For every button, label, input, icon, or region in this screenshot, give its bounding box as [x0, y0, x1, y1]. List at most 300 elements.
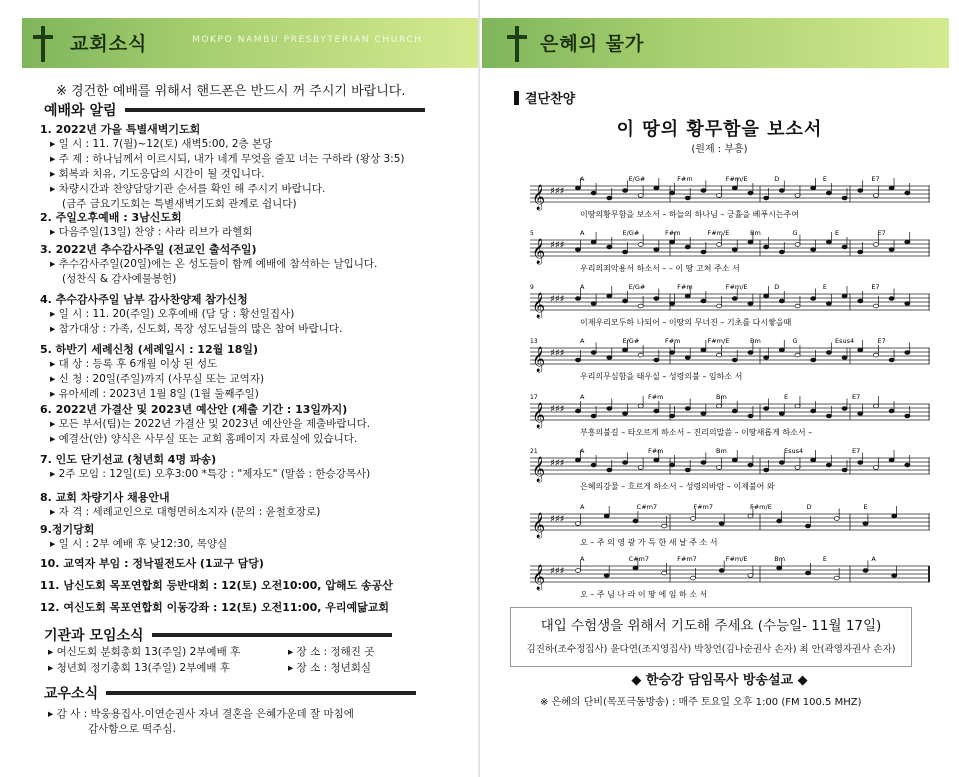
note-head — [717, 304, 722, 308]
key-signature-icon: ♯♯♯ — [550, 240, 565, 251]
chord-symbol: Bm — [774, 555, 786, 563]
note-head — [575, 522, 580, 526]
note-head — [748, 191, 753, 195]
treble-clef-icon: 𝄞 — [532, 403, 546, 428]
chord-symbol: F#m — [677, 283, 693, 291]
note-head — [811, 358, 816, 362]
music-staff — [530, 390, 930, 442]
song-title: 이 땅의 황무함을 보소서 — [616, 119, 823, 140]
chord-symbol: G — [792, 337, 798, 345]
note-head — [701, 189, 706, 193]
chord-symbol: A — [580, 229, 585, 237]
note-head — [719, 522, 724, 526]
note-head — [842, 468, 847, 472]
chord-symbol: F#m7 — [693, 503, 713, 511]
note-head — [701, 412, 706, 416]
note-head — [607, 245, 612, 249]
announcement-line: ▸ 차량시간과 찬양담당기관 순서를 확인 해 주시기 바랍니다. — [50, 183, 326, 195]
announcement-item — [40, 292, 470, 337]
note-head — [764, 468, 769, 472]
note-head — [622, 250, 627, 254]
note-head — [638, 466, 643, 470]
note-head — [701, 461, 706, 465]
note-head — [873, 466, 878, 470]
note-head — [575, 358, 580, 362]
cross-icon — [504, 26, 530, 62]
note-head — [607, 356, 612, 360]
note-head — [863, 569, 868, 573]
treble-clef-icon: 𝄞 — [532, 185, 546, 210]
note-head — [842, 356, 847, 360]
note-head — [826, 191, 831, 195]
chord-symbol: C#m7 — [628, 555, 650, 563]
chord-symbol: F#m/E — [725, 175, 748, 183]
music-staff — [530, 334, 930, 386]
chord-symbol: C#m7 — [636, 503, 658, 511]
chord-symbol: F#m — [648, 393, 664, 401]
announcement-line: (성찬식 & 감사예물봉헌) — [62, 273, 177, 285]
lyrics-line: 이땅의황무함을 보소서 – 하늘의 하나님 – 긍휼을 베푸시는주여 — [580, 210, 799, 219]
note-head — [638, 243, 643, 247]
note-head — [905, 240, 910, 244]
heading-bar — [514, 91, 519, 105]
note-head — [654, 409, 659, 413]
note-head — [654, 297, 659, 301]
note-head — [764, 196, 769, 200]
left-banner — [22, 18, 478, 68]
announcement-line: ▸ 추수감사주일(20일)에는 온 성도들이 함께 예배에 참석하는 날입니다. — [50, 258, 378, 270]
right-page — [480, 0, 959, 777]
note-head — [889, 458, 894, 462]
news-item: ▸ 감 사 : 박웅용집사.이연순권사 자녀 결혼을 은혜가운데 잘 마침에 감사함으로 떡주심. — [48, 708, 354, 735]
announcement-title: 5. 하반기 세례신청 (세례일시 : 12월 18일) — [40, 343, 259, 356]
announcement-title: 1. 2022년 가을 특별새벽기도회 — [40, 123, 201, 136]
note-head — [638, 353, 643, 357]
chord-symbol: E7 — [871, 283, 880, 291]
note-head — [654, 186, 659, 190]
chord-symbol: F#m/E — [707, 337, 730, 345]
note-head — [748, 463, 753, 467]
note-head — [685, 468, 690, 472]
announcement-item — [40, 242, 470, 287]
chord-symbol: A — [580, 175, 585, 183]
note-head — [905, 351, 910, 355]
announcement-title: 8. 교회 차량기사 채용안내 — [40, 491, 170, 504]
note-head — [795, 194, 800, 198]
note-head — [669, 463, 674, 467]
note-head — [826, 302, 831, 306]
note-head — [690, 517, 695, 521]
note-head — [654, 358, 659, 362]
announcement-line: ▸ 일 시 : 11. 20(주일) 오후예배 (담 당 : 황선일집사) — [50, 308, 295, 320]
divider — [125, 108, 425, 112]
note-head — [591, 302, 596, 306]
chord-symbol: E/G# — [628, 283, 646, 291]
chord-symbol: Esus4 — [835, 337, 855, 345]
note-head — [732, 458, 737, 462]
note-head — [892, 574, 897, 578]
note-head — [654, 248, 659, 252]
key-signature-icon: ♯♯♯ — [550, 458, 565, 469]
note-head — [764, 294, 769, 298]
note-head — [591, 240, 596, 244]
note-head — [717, 404, 722, 408]
chord-symbol: F#m — [665, 337, 681, 345]
prayer-request-box — [510, 607, 912, 667]
note-head — [834, 517, 839, 521]
note-head — [795, 466, 800, 470]
treble-clef-icon: 𝄞 — [532, 347, 546, 372]
chord-symbol: E — [822, 175, 827, 183]
note-head — [638, 304, 643, 308]
announcement-title: 4. 추수감사주일 남부 감사찬양제 참가신청 — [40, 293, 248, 306]
note-head — [732, 297, 737, 301]
note-head — [575, 569, 580, 573]
note-head — [690, 576, 695, 580]
note-head — [889, 409, 894, 413]
treble-clef-icon: 𝄞 — [532, 513, 546, 538]
note-head — [607, 468, 612, 472]
announcement-line: ▸ 회복과 치유, 기도응답의 시간이 될 것입니다. — [50, 168, 265, 180]
note-head — [779, 250, 784, 254]
note-head — [889, 248, 894, 252]
note-head — [842, 294, 847, 298]
chord-symbol: E7 — [877, 229, 886, 237]
note-head — [748, 414, 753, 418]
note-head — [748, 514, 753, 518]
note-head — [575, 458, 580, 462]
section-news-heading: 교우소식 — [44, 683, 416, 703]
key-signature-icon: ♯♯♯ — [550, 404, 565, 415]
group-row: ▸ 청년회 정기총회 13(주일) 2부예배 후 ▸ 장 소 : 청년회실 — [48, 662, 372, 674]
announcement-item — [40, 210, 470, 240]
section-groups-heading: 기관과 모임소식 — [44, 625, 392, 645]
prayer-request-text: 대입 수험생을 위해서 기도해 주세요 (수능일- 11월 17일) — [540, 618, 882, 634]
note-head — [732, 358, 737, 362]
note-head — [669, 191, 674, 195]
note-head — [717, 353, 722, 357]
measure-number: 21 — [530, 448, 538, 455]
note-head — [889, 358, 894, 362]
music-staff — [530, 444, 930, 496]
lyrics-line: 은혜의강물 – 흐르게 하소서 – 성령의바람 – 이제불어 와 — [580, 482, 775, 491]
right-banner — [482, 18, 949, 68]
chord-symbol: E7 — [871, 175, 880, 183]
divider — [152, 633, 392, 637]
announcement-title: 9.정기당회 — [40, 523, 95, 536]
broadcast-title: ◆ 한승강 담임목사 방송설교 ◆ — [631, 673, 808, 688]
note-head — [662, 571, 667, 575]
note-head — [889, 297, 894, 301]
note-head — [858, 412, 863, 416]
chord-symbol: F#m/E — [750, 503, 772, 511]
announcement-title: 2. 주일오후예배 : 3남신도회 — [40, 211, 182, 224]
announcement-line: ▸ 예결산(안) 양식은 사무실 또는 교회 홈페이지 자료실에 있습니다. — [50, 433, 358, 445]
measure-number: 13 — [530, 338, 538, 345]
chord-symbol: D — [774, 283, 780, 291]
key-signature-icon: ♯♯♯ — [550, 514, 565, 525]
chord-symbol: G — [792, 229, 798, 237]
note-head — [607, 294, 612, 298]
chord-symbol: F#m — [648, 447, 664, 455]
note-head — [575, 186, 580, 190]
note-head — [764, 407, 769, 411]
right-header-title: 은혜의 물가 — [540, 33, 645, 55]
chord-symbol: E — [822, 555, 827, 563]
note-head — [779, 189, 784, 193]
note-head — [748, 574, 753, 578]
note-head — [732, 248, 737, 252]
announcement-line: ▸ 모든 부서(팀)는 2022년 가결산 및 2023년 예산안을 제출바랍니다. — [50, 418, 371, 430]
treble-clef-icon: 𝄞 — [532, 457, 546, 482]
note-head — [858, 189, 863, 193]
key-signature-icon: ♯♯♯ — [550, 186, 565, 197]
note-head — [685, 196, 690, 200]
announcement-item — [40, 452, 470, 482]
music-staff — [530, 172, 930, 224]
measure-number: 9 — [530, 284, 534, 291]
note-head — [873, 404, 878, 408]
note-head — [748, 351, 753, 355]
chord-symbol: E/G# — [622, 337, 640, 345]
note-head — [669, 414, 674, 418]
announcement-title: 11. 남신도회 목포연합회 등반대회 : 12(토) 오전10:00, 압해도 송공산 — [40, 579, 393, 592]
chord-symbol: E — [863, 503, 868, 511]
note-head — [638, 194, 643, 198]
note-head — [805, 524, 810, 528]
note-head — [685, 356, 690, 360]
announcement-item — [40, 600, 470, 615]
lyrics-line: 부흥의불길 – 타오르게 하소서 – 진리의말씀 – 이땅새롭게 하소서 – — [580, 428, 813, 437]
note-head — [811, 409, 816, 413]
note-head — [669, 351, 674, 355]
note-head — [811, 186, 816, 190]
chord-symbol: F#m/E — [725, 283, 748, 291]
chord-symbol: A — [580, 555, 585, 563]
chord-symbol: E — [835, 229, 840, 237]
announcement-item — [40, 342, 470, 402]
note-head — [622, 348, 627, 352]
chord-symbol: A — [580, 283, 585, 291]
note-head — [701, 250, 706, 254]
note-head — [764, 245, 769, 249]
chord-symbol: Bm — [716, 393, 727, 401]
section-worship-heading: 예배와 알림 — [44, 100, 425, 120]
note-head — [826, 463, 831, 467]
note-head — [575, 297, 580, 301]
announcement-line: ▸ 2주 모임 : 12일(토) 오후3:00 *특강 : "제자도" (말씀 : 한승강목사) — [50, 468, 371, 480]
chord-symbol: A — [580, 503, 585, 511]
note-head — [834, 576, 839, 580]
note-head — [719, 569, 724, 573]
note-head — [701, 299, 706, 303]
announcement-item — [40, 402, 470, 447]
key-signature-icon: ♯♯♯ — [550, 294, 565, 305]
chord-symbol: E7 — [877, 337, 886, 345]
note-head — [591, 414, 596, 418]
announcement-line: ▸ 참가대상 : 가족, 신도회, 목장 성도님들의 많은 참여 바랍니다. — [50, 323, 343, 335]
announcement-title: 12. 여신도회 목포연합회 이동강좌 : 12(토) 오전11:00, 우리예닮교회 — [40, 601, 390, 614]
note-head — [842, 196, 847, 200]
note-head — [717, 466, 722, 470]
announcement-line: ▸ 유아세례 : 2023년 1월 8일 (1월 둘째주일) — [50, 388, 259, 400]
announcement-item — [40, 490, 470, 520]
note-head — [575, 248, 580, 252]
chord-symbol: F#m — [665, 229, 681, 237]
note-head — [685, 407, 690, 411]
measure-number: 17 — [530, 394, 538, 401]
note-head — [591, 463, 596, 467]
chord-symbol: A — [871, 555, 876, 563]
chord-symbol: Bm — [750, 337, 761, 345]
note-head — [905, 191, 910, 195]
note-head — [633, 519, 638, 523]
note-head — [732, 409, 737, 413]
phone-notice: ※ 경건한 예배를 위해서 핸드폰은 반드시 꺼 주시기 바랍니다. — [56, 84, 406, 99]
lyrics-line: 오 – 주 의 영 광 가 득 한 새 날 주 소 서 — [580, 538, 718, 547]
cross-icon — [30, 26, 56, 62]
chord-symbol: E7 — [852, 393, 861, 401]
note-head — [873, 243, 878, 247]
note-head — [826, 351, 831, 355]
note-head — [622, 189, 627, 193]
music-staff — [530, 552, 930, 604]
student-names: 김진하(조수정집사) 윤다연(조지영집사) 박창언(김나순권사 손자) 최 안(곽영자권사 손자) — [526, 644, 896, 655]
announcement-line: ▸ 대 상 : 등록 후 6개월 이상 된 성도 — [50, 358, 218, 370]
announcement-item — [40, 522, 470, 552]
chord-symbol: E — [822, 283, 827, 291]
note-head — [863, 522, 868, 526]
lyrics-line: 우리의무심함을 태우실 – 성령의불 – 임하소 서 — [580, 372, 743, 381]
chord-symbol: Bm — [750, 229, 761, 237]
note-head — [777, 519, 782, 523]
note-head — [779, 461, 784, 465]
note-head — [779, 412, 784, 416]
note-head — [607, 407, 612, 411]
announcement-title: 3. 2022년 추수감사주일 (전교인 출석주일) — [40, 243, 257, 256]
chord-symbol: Bm — [716, 447, 727, 455]
group-row: ▸ 여신도회 분회총회 13(주일) 2부예배 후 ▸ 장 소 : 정해진 곳 — [48, 646, 375, 658]
left-page — [0, 0, 478, 777]
note-head — [669, 240, 674, 244]
note-head — [717, 194, 722, 198]
note-head — [732, 186, 737, 190]
chord-symbol: D — [806, 503, 812, 511]
note-head — [777, 566, 782, 570]
note-head — [748, 302, 753, 306]
chord-symbol: F#m — [677, 175, 693, 183]
note-head — [717, 243, 722, 247]
treble-clef-icon: 𝄞 — [532, 293, 546, 318]
note-head — [873, 194, 878, 198]
key-signature-icon: ♯♯♯ — [550, 348, 565, 359]
note-head — [811, 248, 816, 252]
note-head — [842, 407, 847, 411]
announcement-line: ▸ 주 제 : 하나님께서 이르시되, 내가 네게 무엇을 줄꼬 너는 구하라 (왕상 3:5) — [50, 153, 405, 165]
announcement-line: (금주 금요기도회는 특별새벽기도회 관계로 쉽니다) — [62, 198, 297, 210]
announcement-line: ▸ 다음주일(13일) 찬양 : 사라 리브가 라헬회 — [50, 226, 253, 238]
note-head — [873, 304, 878, 308]
note-head — [662, 524, 667, 528]
note-head — [842, 245, 847, 249]
announcement-line: ▸ 신 청 : 20일(주일)까지 (사무실 또는 교역자) — [50, 373, 265, 385]
note-head — [889, 186, 894, 190]
note-head — [811, 458, 816, 462]
note-head — [858, 348, 863, 352]
note-head — [622, 461, 627, 465]
note-head — [607, 196, 612, 200]
note-head — [669, 302, 674, 306]
note-head — [795, 243, 800, 247]
chord-symbol: F#m/E — [707, 229, 730, 237]
chord-symbol: E — [784, 393, 789, 401]
broadcast-note: ※ 은혜의 단비(목포극동방송) : 매주 토요일 오후 1:00 (FM 100.5 MHZ) — [540, 697, 862, 708]
announcement-line: ▸ 일 시 : 11. 7(월)~12(토) 새벽5:00, 2층 본당 — [50, 138, 273, 150]
note-head — [805, 571, 810, 575]
chord-symbol: A — [580, 447, 585, 455]
note-head — [622, 299, 627, 303]
music-staff — [530, 500, 930, 552]
chord-symbol: Esus4 — [784, 447, 804, 455]
note-head — [591, 191, 596, 195]
announcement-line: ▸ 일 시 : 2부 예배 후 낮12:30, 목양실 — [50, 538, 228, 550]
note-head — [654, 458, 659, 462]
note-head — [701, 348, 706, 352]
note-head — [858, 250, 863, 254]
note-head — [795, 304, 800, 308]
note-head — [685, 245, 690, 249]
announcement-title: 6. 2022년 가결산 및 2023년 예산안 (제출 기간 : 13일까지) — [40, 403, 348, 416]
chord-symbol: A — [580, 337, 585, 345]
note-head — [764, 356, 769, 360]
note-head — [575, 409, 580, 413]
chord-symbol: F#m7 — [677, 555, 697, 563]
left-header-title: 교회소식 — [70, 33, 148, 55]
chord-symbol: E/G# — [622, 229, 640, 237]
note-head — [604, 514, 609, 518]
chord-symbol: F#m/E — [725, 555, 748, 563]
announcement-item — [40, 578, 470, 593]
note-head — [905, 463, 910, 467]
note-head — [858, 299, 863, 303]
note-head — [633, 566, 638, 570]
sub-heading: 결단찬양 — [514, 88, 575, 107]
chord-symbol: E/G# — [628, 175, 646, 183]
lyrics-line: 이제우리모두하 나되어 – 이땅의 무너진 – 기초를 다시쌓을때 — [580, 318, 792, 327]
announcement-title: 10. 교역자 부임 : 정낙필전도사 (1교구 담당) — [40, 557, 264, 570]
note-head — [795, 353, 800, 357]
treble-clef-icon: 𝄞 — [532, 565, 546, 590]
divider — [106, 691, 416, 695]
note-head — [892, 514, 897, 518]
church-name: MOKPO NAMBU PRESBYTERIAN CHURCH — [192, 35, 423, 45]
announcement-title: 7. 인도 단기선교 (청년회 4명 파송) — [40, 453, 217, 466]
note-head — [779, 299, 784, 303]
note-head — [811, 297, 816, 301]
note-head — [604, 574, 609, 578]
announcement-item — [40, 556, 470, 571]
announcement-item — [40, 122, 470, 212]
music-staff — [530, 226, 930, 278]
note-head — [638, 404, 643, 408]
note-head — [779, 348, 784, 352]
note-head — [873, 353, 878, 357]
note-head — [858, 461, 863, 465]
chord-symbol: E7 — [852, 447, 861, 455]
note-head — [748, 240, 753, 244]
music-staff — [530, 280, 930, 332]
note-head — [795, 404, 800, 408]
